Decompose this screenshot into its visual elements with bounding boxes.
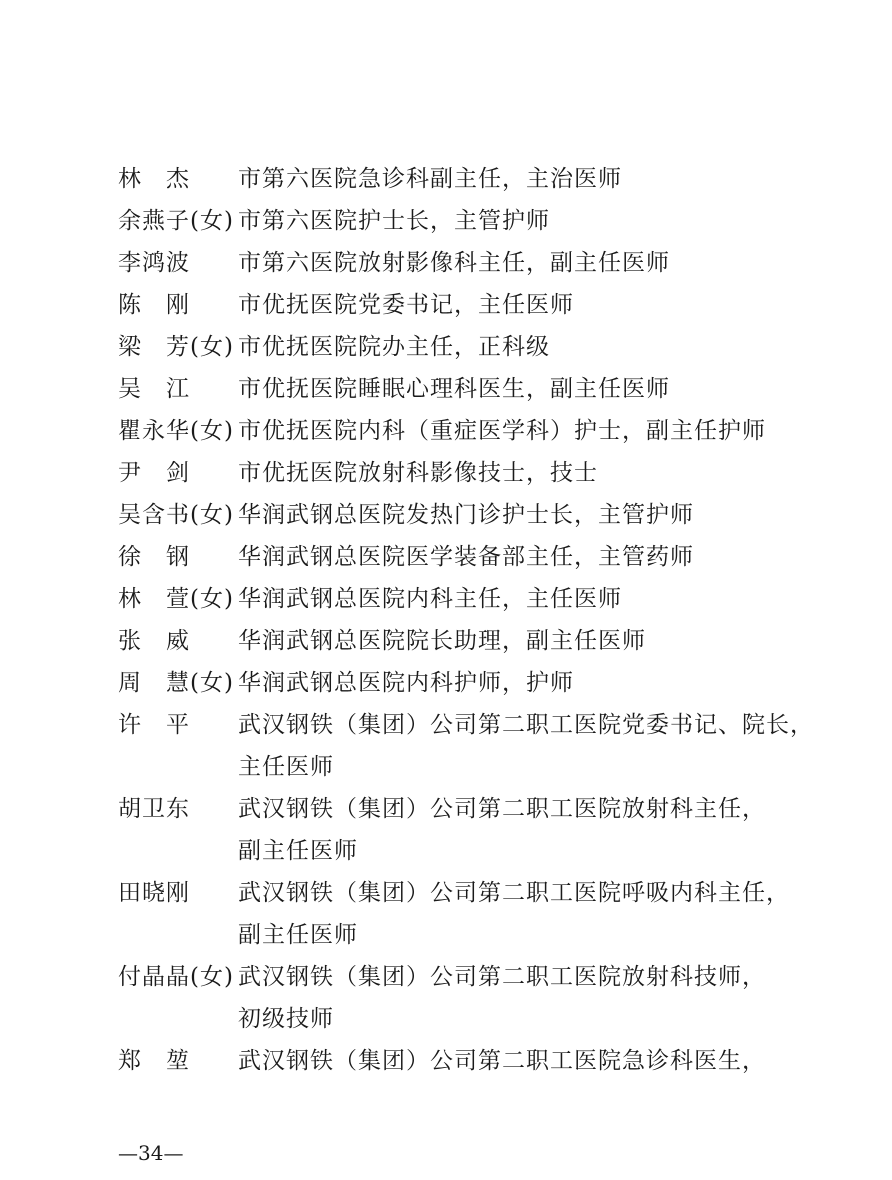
position-line: 华润武钢总医院发热门诊护士长，主管护师: [238, 502, 694, 528]
list-item: [118, 326, 818, 368]
position-line: 武汉钢铁（集团）公司第二职工医院党委书记、院长，: [238, 712, 814, 738]
person-position: [238, 578, 818, 620]
person-name: 余燕子(女): [118, 208, 234, 234]
list-item: [118, 368, 818, 410]
person-position: [238, 242, 818, 284]
position-line: 市优抚医院党委书记，主任医师: [238, 292, 574, 318]
person-position: [238, 704, 818, 788]
position-line: 主任医师: [238, 754, 334, 780]
person-position: [238, 284, 818, 326]
position-line: 市第六医院放射影像科主任，副主任医师: [238, 250, 670, 276]
list-item: [118, 956, 818, 1040]
list-item: [118, 158, 818, 200]
person-name: 许 平: [118, 712, 190, 738]
position-line: 武汉钢铁（集团）公司第二职工医院放射科技师，: [238, 964, 766, 990]
person-name: 吴含书(女): [118, 502, 234, 528]
person-position: [238, 368, 818, 410]
position-line: 华润武钢总医院医学装备部主任，主管药师: [238, 544, 694, 570]
list-item: [118, 410, 818, 452]
person-name: 吴 江: [118, 376, 190, 402]
list-item: [118, 242, 818, 284]
honoree-list: [118, 158, 818, 1082]
person-position: [238, 872, 818, 956]
person-name: 林 萱(女): [118, 586, 234, 612]
list-item: [118, 620, 818, 662]
position-line: 华润武钢总医院院长助理，副主任医师: [238, 628, 646, 654]
list-item: [118, 872, 818, 956]
person-position: [238, 536, 818, 578]
person-name: 李鸿波: [118, 250, 190, 276]
person-position: [238, 788, 818, 872]
person-position: [238, 620, 818, 662]
list-item: [118, 284, 818, 326]
person-position: [238, 452, 818, 494]
list-item: [118, 536, 818, 578]
list-item: [118, 704, 818, 788]
list-item: [118, 1040, 818, 1082]
person-name: 胡卫东: [118, 796, 190, 822]
position-line: 武汉钢铁（集团）公司第二职工医院呼吸内科主任，: [238, 880, 790, 906]
person-position: [238, 956, 818, 1040]
person-name: 张 威: [118, 628, 190, 654]
position-line: 华润武钢总医院内科主任，主任医师: [238, 586, 622, 612]
position-line: 副主任医师: [238, 838, 358, 864]
person-name: 田晓刚: [118, 880, 190, 906]
list-item: [118, 662, 818, 704]
person-name: 梁 芳(女): [118, 334, 234, 360]
position-line: 市优抚医院睡眠心理科医生，副主任医师: [238, 376, 670, 402]
person-name: 瞿永华(女): [118, 418, 234, 444]
list-item: [118, 788, 818, 872]
person-position: [238, 326, 818, 368]
person-name: 周 慧(女): [118, 670, 234, 696]
position-line: 市第六医院急诊科副主任，主治医师: [238, 166, 622, 192]
list-item: [118, 494, 818, 536]
position-line: 副主任医师: [238, 922, 358, 948]
person-position: [238, 662, 818, 704]
position-line: 市第六医院护士长，主管护师: [238, 208, 550, 234]
position-line: 武汉钢铁（集团）公司第二职工医院急诊科医生，: [238, 1048, 766, 1074]
person-name: 郑 堃: [118, 1048, 190, 1074]
person-name: 徐 钢: [118, 544, 190, 570]
position-line: 市优抚医院放射科影像技士，技士: [238, 460, 598, 486]
position-line: 市优抚医院院办主任，正科级: [238, 334, 550, 360]
person-name: 林 杰: [118, 166, 190, 192]
person-position: [238, 1040, 818, 1082]
person-name: 尹 剑: [118, 460, 190, 486]
position-line: 华润武钢总医院内科护师，护师: [238, 670, 574, 696]
person-position: [238, 200, 818, 242]
person-position: [238, 410, 818, 452]
person-name: 付晶晶(女): [118, 964, 234, 990]
list-item: [118, 578, 818, 620]
position-line: 市优抚医院内科（重症医学科）护士，副主任护师: [238, 418, 766, 444]
position-line: 武汉钢铁（集团）公司第二职工医院放射科主任，: [238, 796, 766, 822]
page-number: —34—: [118, 1141, 184, 1165]
list-item: [118, 452, 818, 494]
person-name: 陈 刚: [118, 292, 190, 318]
person-position: [238, 158, 818, 200]
person-position: [238, 494, 818, 536]
list-item: [118, 200, 818, 242]
position-line: 初级技师: [238, 1006, 334, 1032]
